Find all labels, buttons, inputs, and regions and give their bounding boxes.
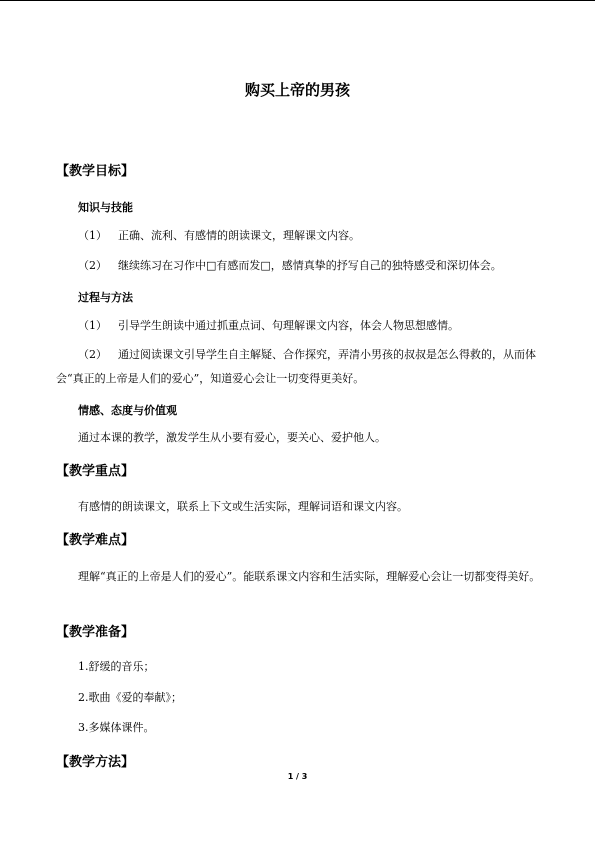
item-number: （1） (78, 229, 107, 242)
page-indicator: 1 / 3 (287, 772, 308, 781)
item-number: （2） (78, 348, 107, 361)
preparation-item-3: 3.多媒体课件。 (78, 721, 155, 734)
preparation-item-1: 1.舒缓的音乐； (78, 660, 155, 673)
subheading-emotion: 情感、态度与价值观 (78, 404, 177, 417)
item-text: 正确、流利、有感情的朗读课文，理解课文内容。 (118, 229, 360, 242)
item-text: 继续练习在习作中□有感而发□，感情真挚的抒写自己的独特感受和深切体会。 (118, 259, 502, 272)
document-title: 购买上帝的男孩 (244, 81, 350, 99)
section-heading-difficulties: 【教学难点】 (56, 533, 135, 548)
item-text: 引导学生朗读中通过抓重点词、句理解课文内容，体会人物思想感情。 (118, 319, 459, 332)
item-text: 通过阅读课文引导学生自主解疑、合作探究，弄清小男孩的叔叔是怎么得救的，从而体会“真正的上帝是人们的爱心”，知道爱心会让一切变得更美好。 (56, 348, 536, 385)
subheading-process: 过程与方法 (78, 291, 133, 304)
process-item-1 (56, 314, 541, 338)
section-heading-preparation: 【教学准备】 (56, 625, 135, 640)
preparation-item-2: 2.歌曲《爱的奉献》； (78, 691, 182, 704)
emotion-text: 通过本课的教学，激发学生从小要有爱心，要关心、爱护他人。 (78, 431, 386, 444)
knowledge-item-2 (56, 254, 541, 278)
process-item-2 (56, 343, 541, 391)
key-points-text: 有感情的朗读课文，联系上下文或生活实际，理解词语和课文内容。 (78, 500, 408, 513)
item-number: （2） (78, 259, 107, 272)
subheading-knowledge: 知识与技能 (78, 201, 133, 214)
item-number: （1） (78, 319, 107, 332)
section-heading-goals: 【教学目标】 (56, 164, 135, 179)
difficulties-text: 理解“真正的上帝是人们的爱心”。能联系课文内容和生活实际，理解爱心会让一切都变得美好。 (78, 570, 541, 583)
section-heading-key-points: 【教学重点】 (56, 464, 135, 479)
section-heading-methods: 【教学方法】 (56, 755, 135, 770)
knowledge-item-1 (56, 224, 541, 248)
